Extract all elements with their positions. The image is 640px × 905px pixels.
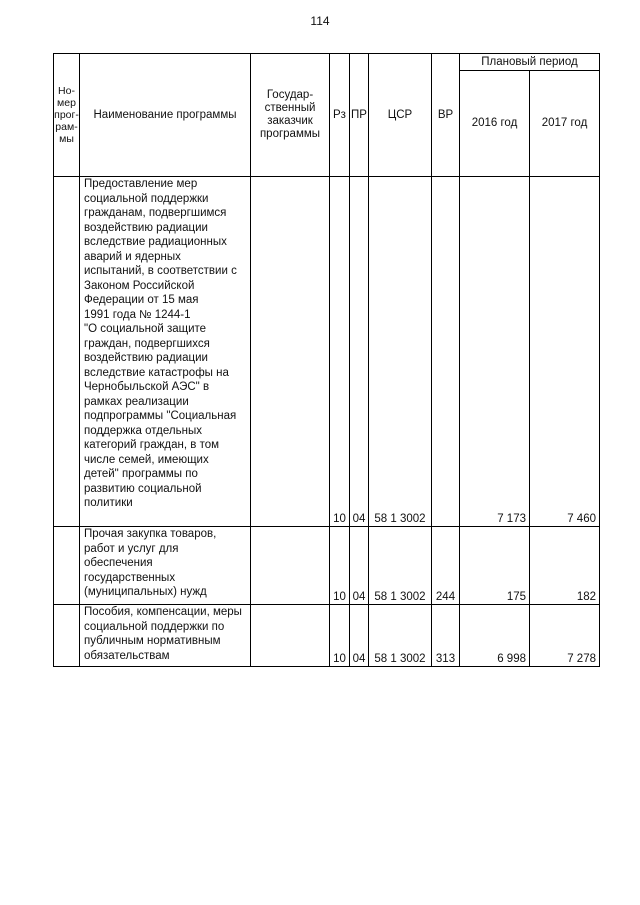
vr-cell: 313 <box>432 605 460 667</box>
program-name: Прочая закупка товаров, работ и услуг для обеспечения государственных (муниципальных) нужд <box>80 527 251 605</box>
rz-cell: 10 <box>330 177 350 527</box>
header-csr: ЦСР <box>369 54 432 177</box>
page-number: 114 <box>310 14 330 28</box>
program-table <box>53 53 600 667</box>
amount-2016: 6 998 <box>460 605 530 667</box>
table-row <box>54 177 600 527</box>
header-name: Наименование программы <box>80 54 251 177</box>
amount-2017: 7 460 <box>530 177 600 527</box>
row-number-cell <box>54 177 80 527</box>
rz-cell: 10 <box>330 605 350 667</box>
table-row <box>54 527 600 605</box>
csr-cell: 58 1 3002 <box>369 527 432 605</box>
csr-cell: 58 1 3002 <box>369 177 432 527</box>
program-name: Пособия, компенсации, меры социальной поддержки по публичным нормативным обязательствам <box>80 605 251 667</box>
row-number-cell <box>54 605 80 667</box>
header-planned-period: Плановый период <box>460 54 600 71</box>
customer-cell <box>251 177 330 527</box>
rz-cell: 10 <box>330 527 350 605</box>
amount-2017: 7 278 <box>530 605 600 667</box>
customer-cell <box>251 605 330 667</box>
amount-2016: 175 <box>460 527 530 605</box>
csr-cell: 58 1 3002 <box>369 605 432 667</box>
header-customer: Государ- ственный заказчик программы <box>251 54 330 177</box>
header-pr: ПР <box>350 54 369 177</box>
row-number-cell <box>54 527 80 605</box>
customer-cell <box>251 527 330 605</box>
amount-2016: 7 173 <box>460 177 530 527</box>
header-number: Но- мер прог- рам- мы <box>54 54 80 177</box>
header-vr: ВР <box>432 54 460 177</box>
vr-cell: 244 <box>432 527 460 605</box>
pr-cell: 04 <box>350 177 369 527</box>
pr-cell: 04 <box>350 527 369 605</box>
header-year-2017: 2017 год <box>530 71 600 177</box>
header-rz: Рз <box>330 54 350 177</box>
pr-cell: 04 <box>350 605 369 667</box>
amount-2017: 182 <box>530 527 600 605</box>
vr-cell <box>432 177 460 527</box>
table-row <box>54 605 600 667</box>
header-year-2016: 2016 год <box>460 71 530 177</box>
program-name: Предоставление мер социальной поддержки гражданам, подвергшимся воздействию радиации вследствие радиационных аварий и ядерных испытаний, в соответствии с Законом Российской Федерации от 15 мая 1991 года № 1244-1 "О социальной защите граждан, подвергшихся воздействию радиации вследствие катастрофы на Чернобыльской АЭС" в рамках реализации подпрограммы "Социальная поддержка отдельных категорий граждан, в том числе семей, имеющих детей" программы по развитию социальной политики <box>80 177 251 527</box>
